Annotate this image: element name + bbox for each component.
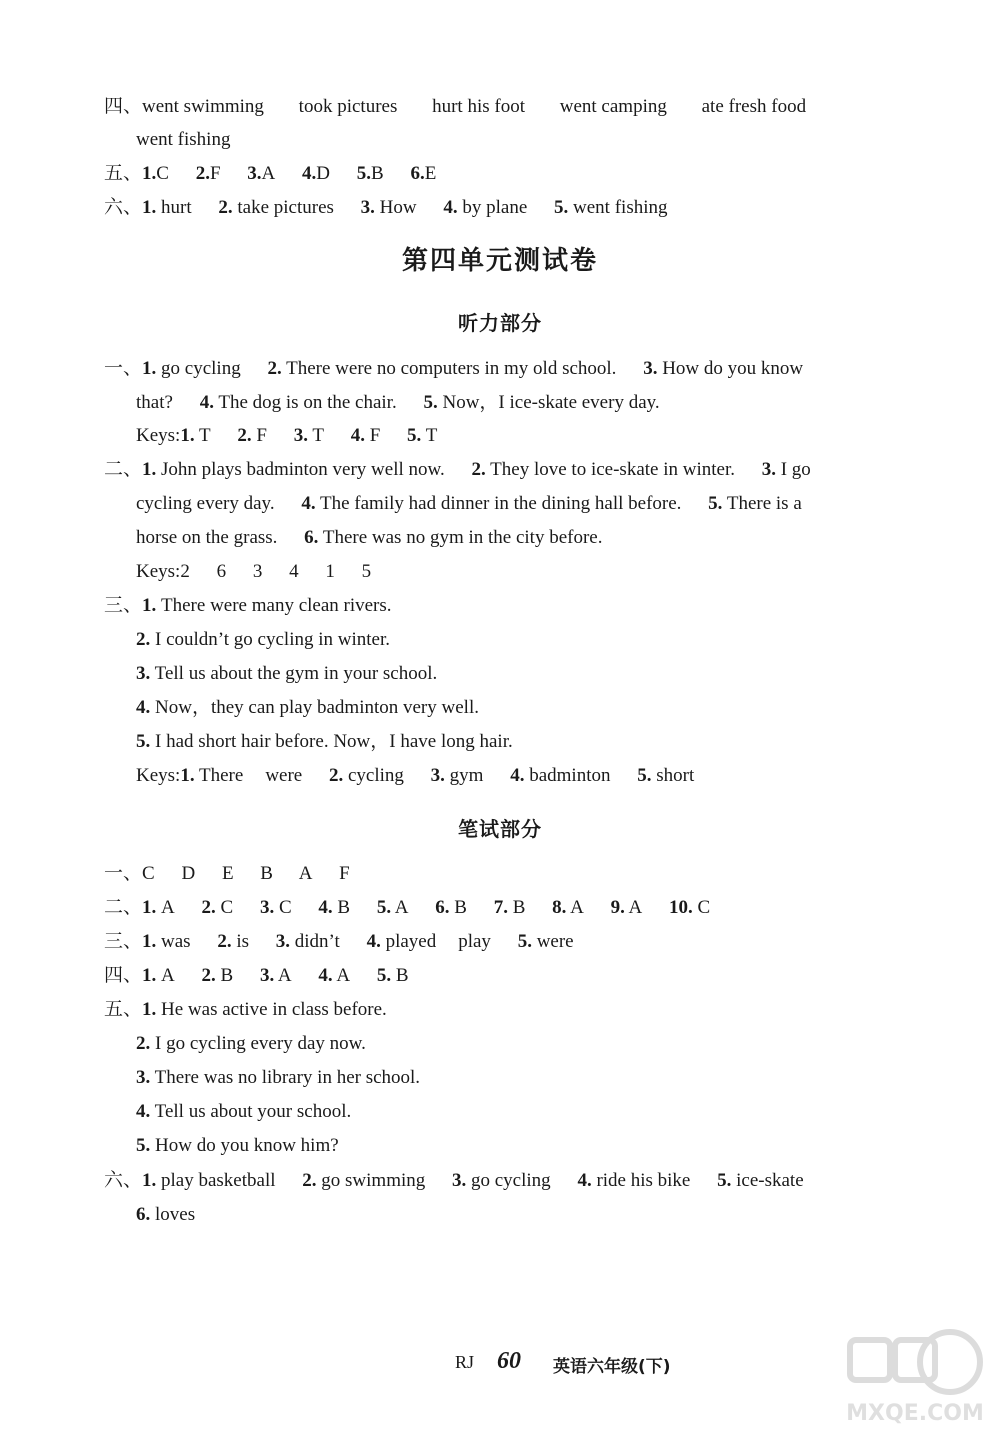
- prev-q4-line1: 四、went swimming took pictures hurt his foot went camping ate fresh food: [104, 96, 807, 117]
- watermark-icon: [840, 1320, 990, 1400]
- writing-q5-item2: 2. I go cycling every day now.: [136, 1033, 366, 1054]
- listening-q2-line1: 二、1. John plays badminton very well now. 2. They love to ice-skate in winter. 3. I go: [104, 459, 811, 480]
- prev-q4-line2: went fishing: [136, 129, 231, 150]
- listening-q3-item1: 三、1. There were many clean rivers.: [104, 595, 392, 616]
- writing-q5-item3: 3. There was no library in her school.: [136, 1067, 421, 1088]
- prev-q6: 六、1. hurt 2. take pictures 3. How 4. by plane 5. went fishing: [104, 197, 668, 218]
- writing-q2: 二、1. A 2. C 3. C 4. B 5. A 6. B 7. B 8. A 9. A 10. C: [104, 897, 711, 918]
- watermark-text: MXQE.COM: [846, 1401, 984, 1426]
- listening-q1-line1: 一、1. go cycling 2. There were no computers in my old school. 3. How do you know: [104, 358, 804, 379]
- prev-q5: 五、1.C 2.F 3.A 4.D 5.B 6.E: [104, 163, 437, 184]
- footer-book-title: 英语六年级(下): [553, 1357, 671, 1377]
- writing-q4: 四、1. A 2. B 3. A 4. A 5. B: [104, 965, 409, 986]
- writing-q3: 三、1. was 2. is 3. didn’t 4. played play 5. were: [104, 931, 574, 952]
- writing-q6-line1: 六、1. play basketball 2. go swimming 3. go cycling 4. ride his bike 5. ice-skate: [104, 1170, 804, 1191]
- writing-heading: 笔试部分: [458, 817, 542, 841]
- writing-q5-item1: 五、1. He was active in class before.: [104, 999, 387, 1020]
- page-number: 60: [497, 1348, 521, 1374]
- listening-q2-keys: Keys:2 6 3 4 1 5: [136, 561, 372, 582]
- listening-heading: 听力部分: [458, 311, 542, 335]
- writing-q6-line2: 6. loves: [136, 1204, 196, 1225]
- listening-q3-item2: 2. I couldn’t go cycling in winter.: [136, 629, 390, 650]
- listening-q2-line3: horse on the grass. 6. There was no gym in the city before.: [136, 527, 603, 548]
- listening-q3-item5: 5. I had short hair before. Now，I have long hair.: [136, 731, 513, 752]
- listening-q2-line2: cycling every day. 4. The family had dinner in the dining hall before. 5. There is a: [136, 493, 802, 514]
- watermark-logo: [840, 1320, 990, 1430]
- listening-q3-item4: 4. Now，they can play badminton very well.: [136, 697, 479, 718]
- listening-q1-line2: that? 4. The dog is on the chair. 5. Now，I ice-skate every day.: [136, 392, 660, 413]
- writing-q1: 一、C D E B A F: [104, 863, 350, 884]
- writing-q5-item5: 5. How do you know him?: [136, 1135, 339, 1156]
- listening-q1-keys: Keys:1. T 2. F 3. T 4. F 5. T: [136, 425, 438, 446]
- writing-q5-item4: 4. Tell us about your school.: [136, 1101, 352, 1122]
- listening-q3-keys: Keys:1. There were 2. cycling 3. gym 4. badminton 5. short: [136, 765, 695, 786]
- unit-title: 第四单元测试卷: [401, 246, 598, 276]
- listening-q3-item3: 3. Tell us about the gym in your school.: [136, 663, 438, 684]
- footer-series: RJ: [455, 1352, 475, 1372]
